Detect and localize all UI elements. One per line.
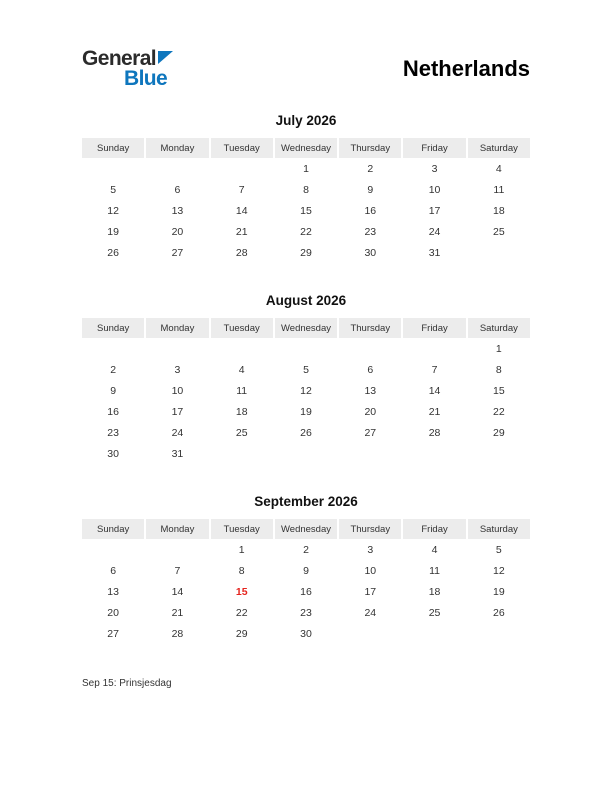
weekday-header: Friday: [403, 138, 465, 158]
weekday-header: Sunday: [82, 138, 144, 158]
empty-cell: [468, 443, 530, 464]
day-cell: 19: [107, 226, 119, 238]
day-cell: 18: [428, 586, 441, 598]
weekday-header: Saturday: [468, 318, 530, 338]
day-cell: 31: [171, 448, 184, 460]
empty-cell: [211, 158, 273, 179]
day-cell: 29: [300, 247, 312, 259]
weekday-header: Tuesday: [211, 519, 273, 539]
day-cell: 13: [171, 205, 184, 217]
month-calendar: [82, 293, 530, 464]
weekday-header: Sunday: [82, 519, 144, 539]
day-cell: 24: [171, 427, 184, 439]
weekday-header: Tuesday: [211, 318, 273, 338]
month-grid: [82, 519, 530, 644]
day-cell: 19: [493, 586, 505, 598]
month-title: September 2026: [254, 494, 358, 509]
empty-cell: [275, 338, 337, 359]
day-cell: 21: [428, 406, 441, 418]
day-cell: 15: [493, 385, 505, 397]
weekday-header: Thursday: [339, 519, 401, 539]
day-cell: 17: [428, 205, 441, 217]
day-cell: 5: [303, 364, 309, 376]
day-cell: 4: [431, 544, 438, 556]
weekday-header: Wednesday: [275, 318, 337, 338]
day-cell: 27: [171, 247, 184, 259]
day-cell: 31: [428, 247, 441, 259]
month-title: July 2026: [275, 113, 337, 128]
day-cell: 1: [495, 343, 502, 355]
day-cell: 2: [110, 364, 117, 376]
day-cell: 4: [238, 364, 245, 376]
day-cell: 26: [493, 607, 505, 619]
day-cell: 11: [493, 184, 505, 196]
weekday-header: Saturday: [468, 519, 530, 539]
day-cell: 10: [364, 565, 377, 577]
weekday-header: Saturday: [468, 138, 530, 158]
day-cell: 8: [303, 184, 309, 196]
day-cell: 10: [428, 184, 441, 196]
day-cell: 8: [495, 364, 502, 376]
day-cell: 17: [171, 406, 184, 418]
weekday-header: Thursday: [339, 318, 401, 338]
day-cell: 3: [174, 364, 181, 376]
logo-text-blue: Blue: [124, 67, 168, 90]
day-cell: 11: [429, 565, 441, 577]
day-cell: 17: [364, 586, 377, 598]
empty-cell: [468, 623, 530, 644]
day-cell: 10: [171, 385, 184, 397]
day-cell: 18: [493, 205, 505, 217]
day-cell: 25: [493, 226, 505, 238]
day-cell: 26: [107, 247, 119, 259]
empty-cell: [339, 623, 401, 644]
day-cell: 28: [171, 628, 184, 640]
empty-cell: [339, 443, 401, 464]
empty-cell: [146, 158, 208, 179]
day-cell: 20: [364, 406, 377, 418]
page-header: [82, 48, 530, 89]
day-cell: 30: [364, 247, 377, 259]
day-cell: 30: [300, 628, 312, 640]
day-cell: 2: [367, 163, 374, 175]
day-cell: 9: [367, 184, 374, 196]
month-calendar: [82, 113, 530, 263]
empty-cell: [211, 338, 273, 359]
day-cell: 24: [428, 226, 441, 238]
general-blue-logo: [82, 48, 173, 89]
day-cell: 5: [110, 184, 117, 196]
day-cell: 22: [300, 226, 312, 238]
day-cell: 3: [367, 544, 374, 556]
day-cell: 22: [493, 406, 505, 418]
holiday-day-cell: 15: [235, 586, 248, 598]
day-cell: 13: [364, 385, 377, 397]
weekday-header: Wednesday: [275, 138, 337, 158]
day-cell: 12: [493, 565, 505, 577]
weekday-header: Monday: [146, 138, 208, 158]
day-cell: 20: [107, 607, 119, 619]
day-cell: 23: [364, 226, 377, 238]
weekday-header: Friday: [403, 519, 465, 539]
empty-cell: [403, 443, 465, 464]
day-cell: 29: [493, 427, 505, 439]
empty-cell: [211, 443, 273, 464]
empty-cell: [468, 242, 530, 263]
logo-text-general: General: [82, 47, 157, 70]
day-cell: 24: [364, 607, 377, 619]
empty-cell: [339, 338, 401, 359]
day-cell: 7: [431, 364, 438, 376]
weekday-header: Thursday: [339, 138, 401, 158]
day-cell: 7: [174, 565, 181, 577]
day-cell: 19: [300, 406, 312, 418]
day-cell: 6: [174, 184, 181, 196]
weekday-header: Monday: [146, 318, 208, 338]
day-cell: 6: [110, 565, 117, 577]
empty-cell: [403, 623, 465, 644]
day-cell: 1: [238, 544, 245, 556]
empty-cell: [403, 338, 465, 359]
logo-triangle-icon: [158, 51, 173, 64]
day-cell: 14: [235, 205, 248, 217]
empty-cell: [275, 443, 337, 464]
month-grid: [82, 138, 530, 263]
day-cell: 20: [171, 226, 184, 238]
logo-top-row: [82, 48, 173, 69]
day-cell: 12: [107, 205, 119, 217]
day-cell: 8: [238, 565, 245, 577]
day-cell: 21: [171, 607, 184, 619]
weekday-header: Wednesday: [275, 519, 337, 539]
weekday-header: Tuesday: [211, 138, 273, 158]
day-cell: 12: [300, 385, 312, 397]
day-cell: 7: [238, 184, 245, 196]
day-cell: 21: [235, 226, 248, 238]
day-cell: 16: [364, 205, 377, 217]
empty-cell: [146, 338, 208, 359]
day-cell: 28: [428, 427, 441, 439]
page-title: Netherlands: [402, 56, 530, 81]
day-cell: 13: [107, 586, 119, 598]
day-cell: 1: [303, 163, 309, 175]
day-cell: 23: [300, 607, 312, 619]
day-cell: 11: [236, 385, 248, 397]
day-cell: 27: [107, 628, 119, 640]
day-cell: 15: [300, 205, 312, 217]
day-cell: 25: [428, 607, 441, 619]
day-cell: 29: [235, 628, 248, 640]
day-cell: 16: [107, 406, 119, 418]
empty-cell: [82, 539, 144, 560]
day-cell: 14: [428, 385, 441, 397]
day-cell: 26: [300, 427, 312, 439]
month-grid: [82, 318, 530, 464]
day-cell: 22: [235, 607, 248, 619]
weekday-header: Monday: [146, 519, 208, 539]
day-cell: 25: [235, 427, 248, 439]
day-cell: 6: [367, 364, 374, 376]
month-title: August 2026: [265, 293, 347, 308]
day-cell: 5: [495, 544, 502, 556]
day-cell: 30: [107, 448, 119, 460]
month-calendar: [82, 494, 530, 644]
empty-cell: [82, 158, 144, 179]
day-cell: 14: [171, 586, 184, 598]
weekday-header: Sunday: [82, 318, 144, 338]
empty-cell: [146, 539, 208, 560]
day-cell: 28: [235, 247, 248, 259]
weekday-header: Friday: [403, 318, 465, 338]
day-cell: 9: [303, 565, 309, 577]
day-cell: 4: [495, 163, 502, 175]
empty-cell: [82, 338, 144, 359]
day-cell: 16: [300, 586, 312, 598]
day-cell: 3: [431, 163, 438, 175]
day-cell: 23: [107, 427, 119, 439]
holiday-note: Sep 15: Prinsjesdag: [82, 678, 172, 689]
day-cell: 2: [303, 544, 309, 556]
day-cell: 9: [110, 385, 117, 397]
day-cell: 27: [364, 427, 377, 439]
day-cell: 18: [235, 406, 248, 418]
calendars: [82, 113, 530, 644]
